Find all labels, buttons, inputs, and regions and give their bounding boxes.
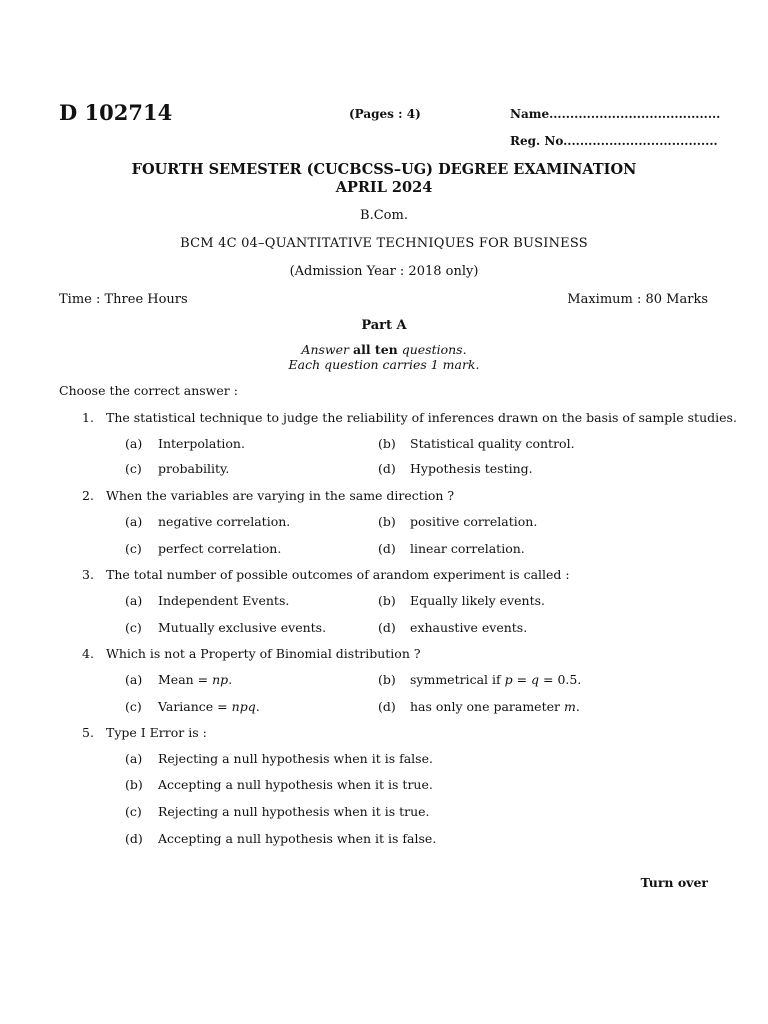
option-text xyxy=(410,699,580,714)
turn-over-note: Turn over xyxy=(640,875,708,890)
option-text xyxy=(158,699,260,714)
question-text: When the variables are varying in the same direction ? xyxy=(106,488,455,503)
option-label: (d) xyxy=(378,541,396,556)
option-text: Statistical quality control. xyxy=(410,436,575,451)
option-text-part: symmetrical if xyxy=(410,672,505,687)
instruction-text: questions. xyxy=(397,342,467,357)
option-text-part: Variance = xyxy=(158,699,232,714)
option-text: positive correlation. xyxy=(410,514,538,529)
option-text: exhaustive events. xyxy=(410,620,528,635)
question-number: 4. xyxy=(82,646,94,661)
option-label: (b) xyxy=(125,777,143,792)
option-text-part: = 0.5. xyxy=(539,672,582,687)
time-allowed: Time : Three Hours xyxy=(59,292,188,307)
instruction-text: Answer xyxy=(301,342,353,357)
option-label: (b) xyxy=(378,436,396,451)
option-text: Interpolation. xyxy=(158,436,245,451)
option-label: (c) xyxy=(125,699,142,714)
subject-title: BCM 4C 04–QUANTITATIVE TECHNIQUES FOR BUSINESS xyxy=(180,236,588,251)
option-text: linear correlation. xyxy=(410,541,525,556)
option-label: (c) xyxy=(125,804,142,819)
option-text-part: Mean = xyxy=(158,672,213,687)
admission-year: (Admission Year : 2018 only) xyxy=(289,264,479,279)
option-text: Accepting a null hypothesis when it is true. xyxy=(158,777,433,792)
course-name: B.Com. xyxy=(360,208,408,223)
question-text: Which is not a Property of Binomial distribution ? xyxy=(106,646,421,661)
question-text: The total number of possible outcomes of arandom experiment is called : xyxy=(106,567,570,582)
option-text: Equally likely events. xyxy=(410,593,545,608)
question-number: 5. xyxy=(82,725,94,740)
option-text-part: . xyxy=(575,699,580,714)
option-label: (d) xyxy=(378,620,396,635)
option-label: (c) xyxy=(125,541,142,556)
option-text: Mutually exclusive events. xyxy=(158,620,327,635)
math-variable: npq xyxy=(231,699,256,714)
math-variable: p = q xyxy=(504,672,540,687)
option-text: Hypothesis testing. xyxy=(410,461,533,476)
instruction-line-1 xyxy=(0,342,768,357)
option-label: (d) xyxy=(378,699,396,714)
option-text: Independent Events. xyxy=(158,593,290,608)
option-label: (c) xyxy=(125,461,142,476)
math-variable: m xyxy=(563,699,576,714)
option-text: negative correlation. xyxy=(158,514,291,529)
section-instruction: Choose the correct answer : xyxy=(59,383,238,398)
option-text xyxy=(158,672,232,687)
option-text-part: has only one parameter xyxy=(410,699,564,714)
option-label: (a) xyxy=(125,436,143,451)
option-label: (a) xyxy=(125,751,143,766)
question-number: 2. xyxy=(82,488,94,503)
math-variable: np xyxy=(212,672,229,687)
option-label: (a) xyxy=(125,672,143,687)
maximum-marks: Maximum : 80 Marks xyxy=(567,292,708,307)
question-number: 1. xyxy=(82,410,94,425)
option-text-part: . xyxy=(228,672,233,687)
exam-title: FOURTH SEMESTER (CUCBCSS–UG) DEGREE EXAMINATION xyxy=(131,161,637,178)
name-field-line: Name......................................... xyxy=(510,107,721,121)
option-text: perfect correlation. xyxy=(158,541,282,556)
option-label: (b) xyxy=(378,672,396,687)
option-text xyxy=(410,672,581,687)
instruction-line-2: Each question carries 1 mark. xyxy=(288,357,480,372)
reg-no-field-line: Reg. No..................................... xyxy=(510,134,718,148)
option-label: (c) xyxy=(125,620,142,635)
instruction-emphasis: all ten xyxy=(352,342,398,357)
option-label: (a) xyxy=(125,514,143,529)
option-label: (a) xyxy=(125,593,143,608)
question-number: 3. xyxy=(82,567,94,582)
page-count: (Pages : 4) xyxy=(349,107,421,121)
option-label: (b) xyxy=(378,593,396,608)
option-text: Rejecting a null hypothesis when it is true. xyxy=(158,804,430,819)
option-text: Rejecting a null hypothesis when it is false. xyxy=(158,751,433,766)
option-text: probability. xyxy=(158,461,230,476)
question-text: Type I Error is : xyxy=(106,725,207,740)
exam-session: APRIL 2024 xyxy=(335,179,433,196)
option-text: Accepting a null hypothesis when it is false. xyxy=(158,831,437,846)
option-text-part: . xyxy=(255,699,260,714)
option-label: (d) xyxy=(125,831,143,846)
part-heading: Part A xyxy=(361,318,407,333)
option-label: (b) xyxy=(378,514,396,529)
question-text: The statistical technique to judge the reliability of inferences drawn on the basis of sample studies. xyxy=(106,410,737,425)
paper-code: D 102714 xyxy=(59,100,173,125)
option-label: (d) xyxy=(378,461,396,476)
